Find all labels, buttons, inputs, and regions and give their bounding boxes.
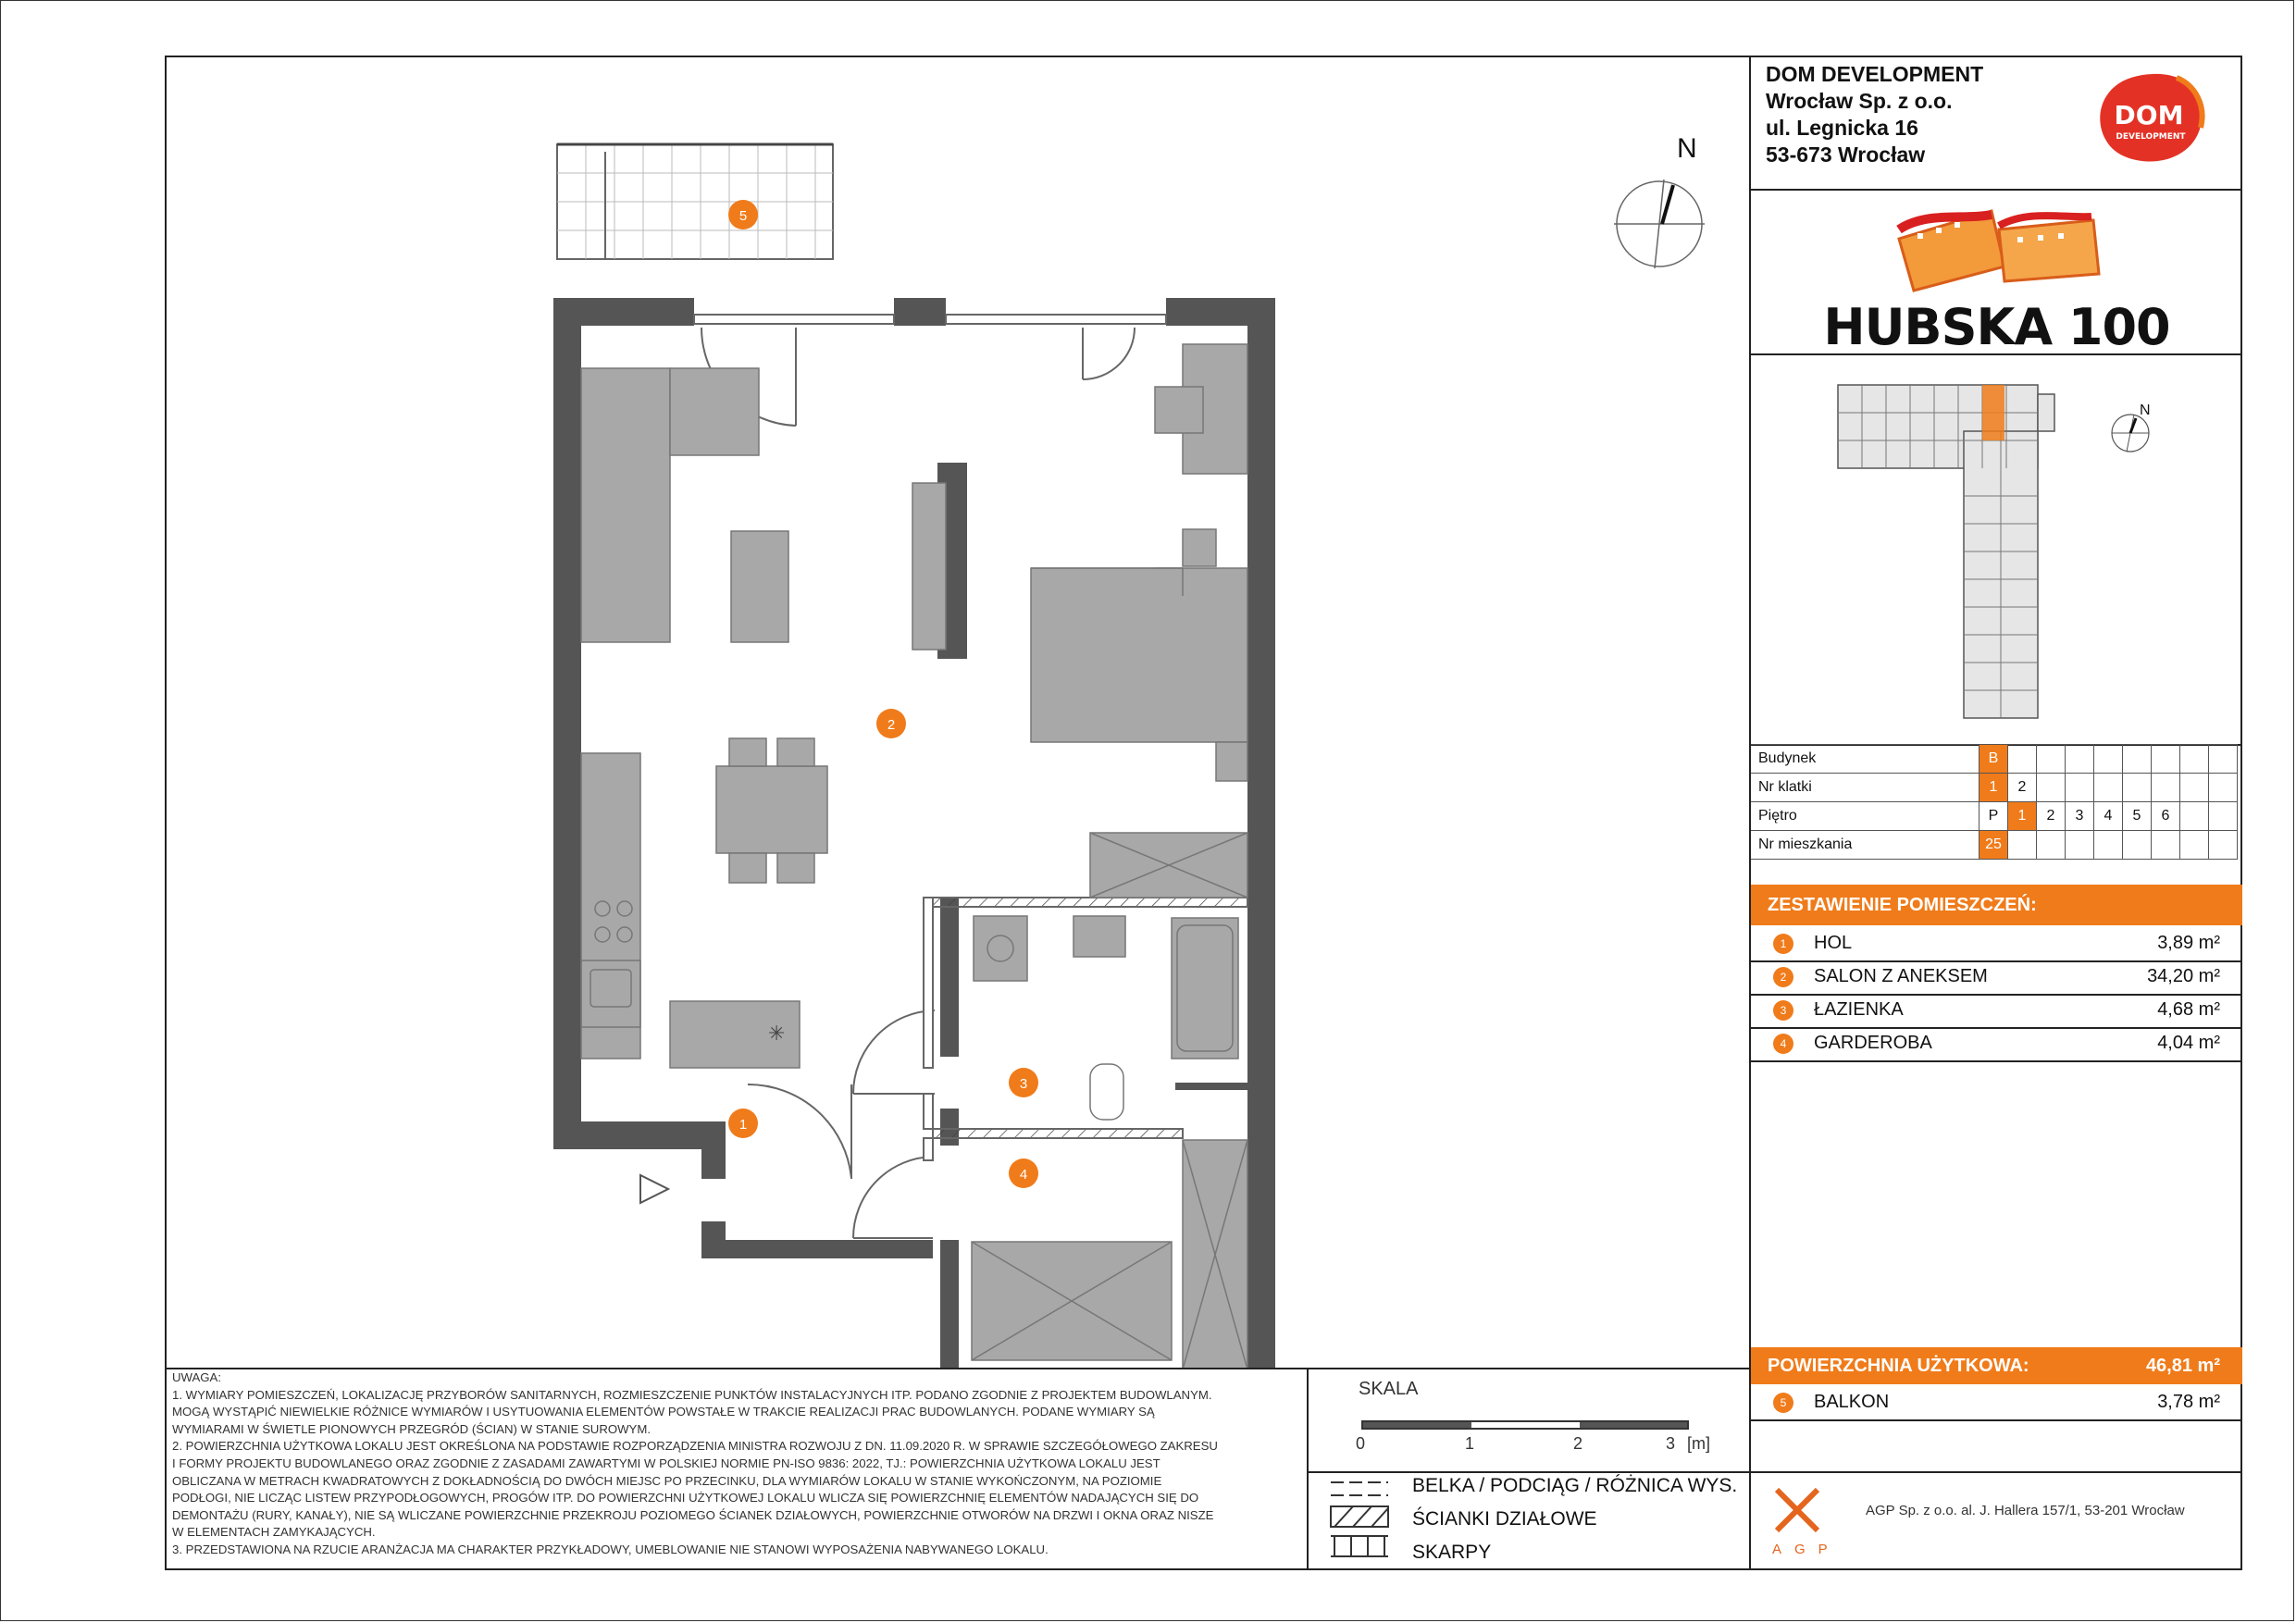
- beam-dashed-icon: [1331, 1482, 1388, 1495]
- compass-label: N: [1677, 133, 1697, 164]
- title-block: [1749, 56, 2242, 1570]
- marker-3: 3: [1019, 1076, 1028, 1092]
- room-row-hol: 1 HOL 3,89 m²: [1751, 927, 2242, 962]
- legend-beam: BELKA / PODCIĄG / RÓŻNICA WYS.: [1412, 1475, 1738, 1496]
- company-name: DOM DEVELOPMENT: [1766, 62, 1984, 86]
- dom-development-logo: [2091, 68, 2212, 170]
- apartment-info-table: [1751, 744, 2238, 860]
- room-row-salon: 2 SALON Z ANEKSEM 34,20 m²: [1751, 960, 2242, 996]
- room-row-bathroom: 3 ŁAZIENKA 4,68 m²: [1751, 994, 2242, 1029]
- note-line: PODŁOGI, NIE LICZĄC LISTEW PRZYPODŁOGOWYCH, PROGÓW ITP. DO POWIERZCHNI UŻYTKOWEJ LOKALU WLICZA SIĘ POWIERZCHNIĘ ELEMENTÓW NADAJĄCYCH SIĘ DO: [172, 1491, 1199, 1505]
- cooktop-icon: ✳: [768, 1022, 786, 1046]
- note-line: WYMIARAMI W ŚWIETLE PIONOWYCH PRZEGRÓD (ŚCIAN) W STANIE SUROWYM.: [172, 1421, 652, 1436]
- company-city: 53-673 Wrocław: [1766, 142, 1926, 167]
- svg-text:DEVELOPMENT: DEVELOPMENT: [2116, 132, 2186, 142]
- company-info: [1766, 61, 1983, 168]
- note-line: 1. WYMIARY POMIESZCZEŃ, LOKALIZACJĘ PRZYBORÓW SANITARNYCH, ROZMIESZCZENIE PUNKTÓW INSTALACYJNYCH ITP. PODANO ZGODNIE Z PROJEKTEM BUDOWLANYM.: [172, 1387, 1212, 1402]
- partition-hatch-icon: [1331, 1506, 1388, 1527]
- usable-area-label: POWIERZCHNIA UŻYTKOWA:: [1768, 1356, 2029, 1376]
- floor-plan: [165, 56, 1749, 1369]
- scale-unit: [m]: [1687, 1434, 1710, 1453]
- key-plan-compass-icon: [2112, 403, 2151, 452]
- note-line: 3. PRZEDSTAWIONA NA RZUCIE ARANŻACJA MA CHARAKTER PRZYKŁADOWY, UMEBLOWANIE NIE STANOWI WYPOSAŻENIA NABYWANEGO LOKALU.: [172, 1542, 1049, 1556]
- note-line: DEMONTAŻU (RURY, KANAŁY), NIE SĄ WLICZANE POWIERZCHNIE PRZEKROJU POZIOMEGO ŚCIANEK DZIAŁOWYCH, POWIERZCHNIE OTWORÓW NA DRZWI I OKNA ORAZ NISZE: [172, 1507, 1214, 1522]
- legend-icons: [1329, 1475, 1394, 1567]
- note-line: OBLICZANA W METRACH KWADRATOWYCH Z DOKŁADNOŚCIĄ DO DWÓCH MIEJSC PO PRZECINKU, DLA WYMIARÓW LOKALU W STANIE WYKOŃCZONYM, NA POZIOMIE: [172, 1473, 1162, 1488]
- marker-4: 4: [1019, 1167, 1028, 1183]
- scale-tick-3: 3: [1666, 1434, 1676, 1453]
- info-row-staircase: Nr klatki 1 2: [1751, 774, 2238, 802]
- agp-address: AGP Sp. z o.o. al. J. Hallera 157/1, 53-201 Wrocław: [1866, 1503, 2185, 1518]
- legend-sills: SKARPY: [1412, 1542, 1492, 1563]
- rooms-summary-heading: ZESTAWIENIE POMIESZCZEŃ:: [1751, 885, 2242, 925]
- note-line: UWAGA:: [172, 1370, 221, 1384]
- entrance-icon: [640, 1175, 668, 1203]
- notes: [172, 1369, 1292, 1559]
- usable-area-total: [1751, 1347, 2242, 1384]
- svg-text:DOM: DOM: [2114, 100, 2184, 130]
- room-row-balcony: 5 BALKON 3,78 m²: [1751, 1386, 2242, 1421]
- legend-partitions: ŚCIANKI DZIAŁOWE: [1412, 1508, 1597, 1530]
- marker-1: 1: [738, 1117, 748, 1133]
- legend-divider: [1307, 1368, 1309, 1570]
- note-line: I FORMY PROJEKTU BUDOWLANEGO ORAZ ZGODNIE Z ZASADAMI ZAWARTYMI W POLSKIEJ NORMIE PN-ISO 9836: 2022, TJ.: POWIERZCHNIA UŻYTKOWA LOKALU JEST: [172, 1456, 1160, 1470]
- marker-5: 5: [738, 208, 748, 224]
- room-row-wardrobe: 4 GARDEROBA 4,04 m²: [1751, 1027, 2242, 1062]
- info-row-floor: Piętro P 1 2 3 4 5 6: [1751, 802, 2238, 831]
- scale-tick-0: 0: [1356, 1434, 1366, 1453]
- company-subname: Wrocław Sp. z o.o.: [1766, 89, 1953, 113]
- note-line: 2. POWIERZCHNIA UŻYTKOWA LOKALU JEST OKREŚLONA NA PODSTAWIE ROZPORZĄDZENIA MINISTRA ROZWOJU Z DN. 11.09.2020 R. W SPRAWIE SZCZEGÓŁOWEGO ZAKRESU: [172, 1439, 1218, 1454]
- usable-area-value: 46,81 m²: [2145, 1356, 2220, 1376]
- compass-icon: [1614, 133, 1705, 268]
- key-plan: [1825, 376, 2214, 727]
- info-row-building: Budynek B: [1751, 745, 2238, 774]
- marker-2: 2: [887, 717, 896, 733]
- window-sill-icon: [1331, 1536, 1388, 1556]
- agp-logo-icon: [1771, 1484, 1823, 1536]
- svg-text:N: N: [2140, 403, 2151, 418]
- balcony: [557, 144, 833, 259]
- note-line: W ELEMENTACH ZAMYKAJĄCYCH.: [172, 1525, 376, 1540]
- scale-bar: [1361, 1420, 1689, 1430]
- scale-tick-2: 2: [1573, 1434, 1583, 1453]
- scale-tick-1: 1: [1465, 1434, 1475, 1453]
- scale-divider: [1307, 1471, 1749, 1473]
- film-strip-logo: [1890, 202, 2121, 294]
- scale-label: SKALA: [1359, 1379, 1419, 1399]
- note-line: MOGĄ WYSTĄPIĆ NIEWIELKIE RÓŻNICE WYMIARÓW I USYTUOWANIA ELEMENTÓW POWSTAŁE W TRAKCIE REALIZACJI PRAC BUDOWLANYCH. PODANE WYMIARY SĄ: [172, 1405, 1155, 1419]
- company-street: ul. Legnicka 16: [1766, 116, 1918, 140]
- agp-letters: AGP: [1772, 1542, 1841, 1557]
- project-title: HUBSKA 100: [1823, 298, 2170, 356]
- info-row-apartment: Nr mieszkania 25: [1751, 831, 2238, 860]
